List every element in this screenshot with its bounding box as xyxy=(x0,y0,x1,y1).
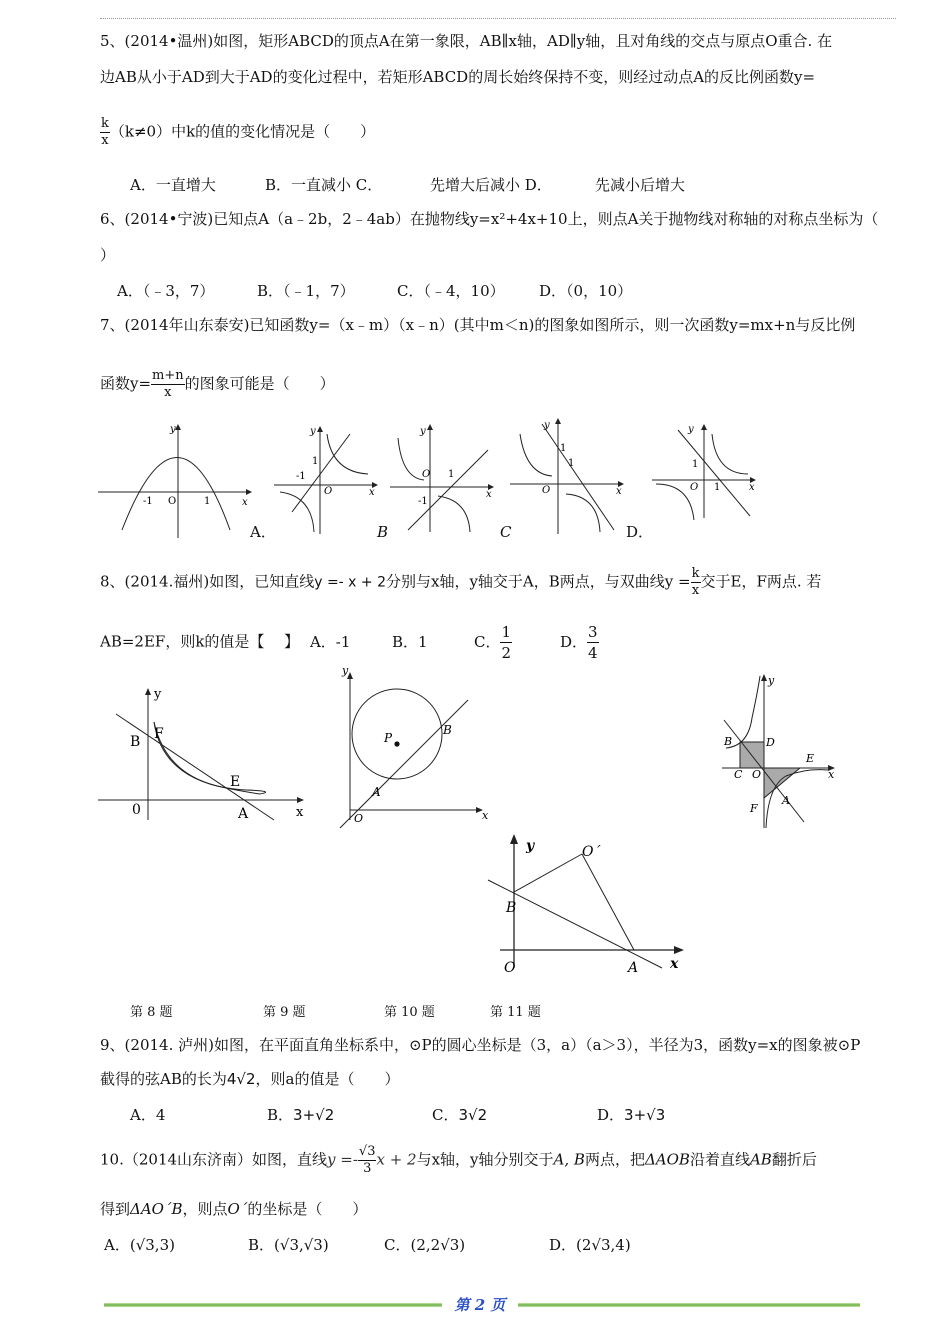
q5-line2: 边AB从小于AD到大于AD的变化过程中，若矩形ABCD的周长始终保持不变，则经过动点A的反比例函数y= xyxy=(100,68,816,86)
svg-text:y: y xyxy=(768,674,775,687)
figure-11 xyxy=(484,832,694,982)
q6-option-b[interactable]: B．（﹣1，7） xyxy=(257,282,355,300)
svg-text:x: x xyxy=(482,809,489,822)
svg-text:O: O xyxy=(504,960,516,976)
svg-text:O: O xyxy=(752,768,762,781)
q9-option-d[interactable]: D．3+√3 xyxy=(597,1106,666,1124)
q7-graph-d xyxy=(508,414,630,536)
svg-text:x: x xyxy=(486,489,492,500)
svg-text:1: 1 xyxy=(312,456,319,467)
figure-10 xyxy=(720,668,845,833)
q6-options xyxy=(117,280,632,301)
q7-graph-c xyxy=(388,420,498,535)
svg-text:B: B xyxy=(724,735,733,748)
caption-q11: 第 11 题 xyxy=(490,1005,541,1020)
svg-text:C: C xyxy=(734,768,743,781)
svg-text:y: y xyxy=(170,424,176,435)
svg-text:y: y xyxy=(342,664,349,677)
svg-text:x: x xyxy=(616,486,622,497)
svg-text:1: 1 xyxy=(714,482,721,493)
q6-line1: 6、(2014•宁波)已知点A（a﹣2b，2﹣4ab）在抛物线y=x²+4x+10上，则点A关于抛物线对称轴的对称点坐标为（ xyxy=(100,210,879,228)
svg-text:O: O xyxy=(354,812,364,825)
q8-line2: AB=2EF，则k的值是【 】 A．-1 B．1 C． $\frac{1}{2}$ D． $\frac{3}{4}$ xyxy=(100,623,598,662)
q5-option-d[interactable]: 先减小后增大 xyxy=(595,176,686,194)
q8-fraction: $\frac{k}{x}$ xyxy=(691,566,700,598)
svg-text:-1: -1 xyxy=(143,496,153,507)
q7-option-b-label[interactable]: B xyxy=(377,523,389,541)
svg-text:O: O xyxy=(324,486,333,497)
svg-text:-1: -1 xyxy=(296,471,306,482)
footer-bar-right xyxy=(518,1303,860,1307)
svg-text:A: A xyxy=(628,960,639,976)
q6-line2: ） xyxy=(100,246,116,264)
q9-line2: 截得的弦AB的长为4√2，则a的值是（ ） xyxy=(100,1070,400,1088)
svg-text:A: A xyxy=(238,806,249,822)
q5-options xyxy=(130,174,685,195)
figure-8 xyxy=(96,686,316,826)
svg-text:1: 1 xyxy=(448,469,455,480)
svg-text:1: 1 xyxy=(204,496,211,507)
svg-text:x: x xyxy=(369,487,375,498)
q10-options xyxy=(104,1234,631,1255)
svg-text:y: y xyxy=(420,426,426,437)
q6-option-d[interactable]: D．（0，10） xyxy=(539,282,633,300)
svg-text:O: O xyxy=(542,485,551,496)
svg-text:E: E xyxy=(230,774,241,790)
q5-option-c[interactable]: 先增大后减小 D． xyxy=(430,176,552,194)
q7-graph-b xyxy=(272,422,382,537)
q10-fraction: $\frac{√3}{3}$ xyxy=(358,1144,376,1176)
svg-text:1: 1 xyxy=(568,458,575,469)
caption-q10: 第 10 题 xyxy=(384,1005,435,1020)
top-divider xyxy=(100,18,896,19)
q5-option-b[interactable]: B．一直减小 C． xyxy=(265,176,383,194)
svg-text:F: F xyxy=(750,802,758,815)
svg-text:-1: -1 xyxy=(418,496,428,507)
q7-fraction: $\frac{m+n}{x}$ xyxy=(152,368,184,400)
svg-text:y: y xyxy=(310,426,316,437)
q10-line2: 得到ΔAO´B，则点O´的坐标是（ ） xyxy=(100,1200,368,1218)
svg-text:y: y xyxy=(154,687,162,702)
caption-q9: 第 9 题 xyxy=(263,1005,306,1020)
svg-text:1: 1 xyxy=(692,459,699,470)
figure-9 xyxy=(338,662,498,832)
q9-option-c[interactable]: C．3√2 xyxy=(432,1106,488,1124)
q8-option-a[interactable]: A．-1 xyxy=(309,632,351,651)
svg-text:A: A xyxy=(782,794,790,807)
svg-text:0: 0 xyxy=(132,802,141,818)
q10-option-d[interactable]: D．(2√3,4) xyxy=(549,1236,631,1254)
q6-option-c[interactable]: C．（﹣4，10） xyxy=(397,282,505,300)
q9-option-b[interactable]: B．3+√2 xyxy=(267,1106,335,1124)
svg-text:B: B xyxy=(443,723,452,737)
caption-q8: 第 8 题 xyxy=(130,1005,173,1020)
q7-option-c-label[interactable]: C xyxy=(500,523,512,541)
svg-text:x: x xyxy=(828,768,835,781)
q8-option-c[interactable]: C． $\frac{1}{2}$ xyxy=(473,623,511,662)
svg-text:x: x xyxy=(749,482,755,493)
q5-line1: 5、(2014•温州)如图，矩形ABCD的顶点A在第一象限，AB∥x轴，AD∥y轴，且对角线的交点与原点O重合. 在 xyxy=(100,32,833,50)
svg-text:y: y xyxy=(526,838,535,854)
svg-text:A: A xyxy=(372,785,381,799)
svg-text:O: O xyxy=(422,469,431,480)
svg-text:O: O xyxy=(168,496,177,507)
svg-text:y: y xyxy=(544,420,550,431)
q7-line2: 函数y= $\frac{m+n}{x}$ 的图象可能是（ ） xyxy=(100,368,335,400)
svg-text:O´: O´ xyxy=(582,844,601,860)
q9-line1: 9、(2014. 泸州)如图，在平面直角坐标系中，⊙P的圆心坐标是（3，a）（a＞3），半径为3，函数y=x的图象被⊙P xyxy=(100,1036,861,1054)
q10-option-a[interactable]: A．(√3,3) xyxy=(104,1236,175,1254)
q8-option-b[interactable]: B．1 xyxy=(391,632,428,651)
q5-option-a[interactable]: A．一直增大 xyxy=(130,176,216,194)
svg-text:x: x xyxy=(296,805,304,820)
svg-text:y: y xyxy=(688,424,694,435)
q6-option-a[interactable]: A．（﹣3，7） xyxy=(117,282,215,300)
q9-option-a[interactable]: A．4 xyxy=(130,1106,166,1124)
svg-text:D: D xyxy=(766,736,775,749)
q8-line1: 8、(2014.福州)如图，已知直线y =- x + 2分别与x轴，y轴交于A，B两点，与双曲线y = $\frac{k}{x}$ 交于E，F两点. 若 xyxy=(100,566,822,598)
q7-main-graph xyxy=(96,420,256,540)
svg-text:F: F xyxy=(154,726,164,742)
svg-text:P: P xyxy=(384,731,393,745)
page-number: 第 2 页 xyxy=(454,1296,506,1314)
footer-bar-left xyxy=(104,1303,442,1307)
svg-text:B: B xyxy=(130,734,141,750)
svg-text:x: x xyxy=(242,497,248,508)
svg-text:B: B xyxy=(506,900,517,916)
q9-options xyxy=(130,1104,665,1125)
q7-option-a-label[interactable]: A． xyxy=(250,523,276,541)
svg-text:x: x xyxy=(670,956,679,972)
q7-graph-e xyxy=(650,420,765,520)
q10-option-c[interactable]: C．(2,2√3) xyxy=(384,1236,466,1254)
q5-fraction: $\frac{k}{x}$ xyxy=(101,116,109,148)
svg-text:1: 1 xyxy=(560,443,567,454)
q7-line1: 7、(2014年山东泰安)已知函数y=（x﹣m）（x﹣n）(其中m＜n)的图象如图所示，则一次函数y=mx+n与反比例 xyxy=(100,316,856,334)
page-footer xyxy=(104,1296,860,1314)
q8-option-d[interactable]: D． $\frac{3}{4}$ xyxy=(560,623,598,662)
svg-text:E: E xyxy=(806,752,815,765)
svg-text:O: O xyxy=(690,482,699,493)
q5-line3: $\frac{k}{x}$ （k≠0）中k的值的变化情况是（ ） xyxy=(101,116,376,148)
q10-line1: 10.（2014山东济南）如图，直线y =- $\frac{√3}{3}$ x + 2与x轴，y轴分别交于A, B两点，把ΔAOB沿着直线AB翻折后 xyxy=(100,1144,817,1176)
q7-option-d-label[interactable]: D． xyxy=(626,523,654,541)
q10-option-b[interactable]: B．(√3,√3) xyxy=(248,1236,329,1254)
